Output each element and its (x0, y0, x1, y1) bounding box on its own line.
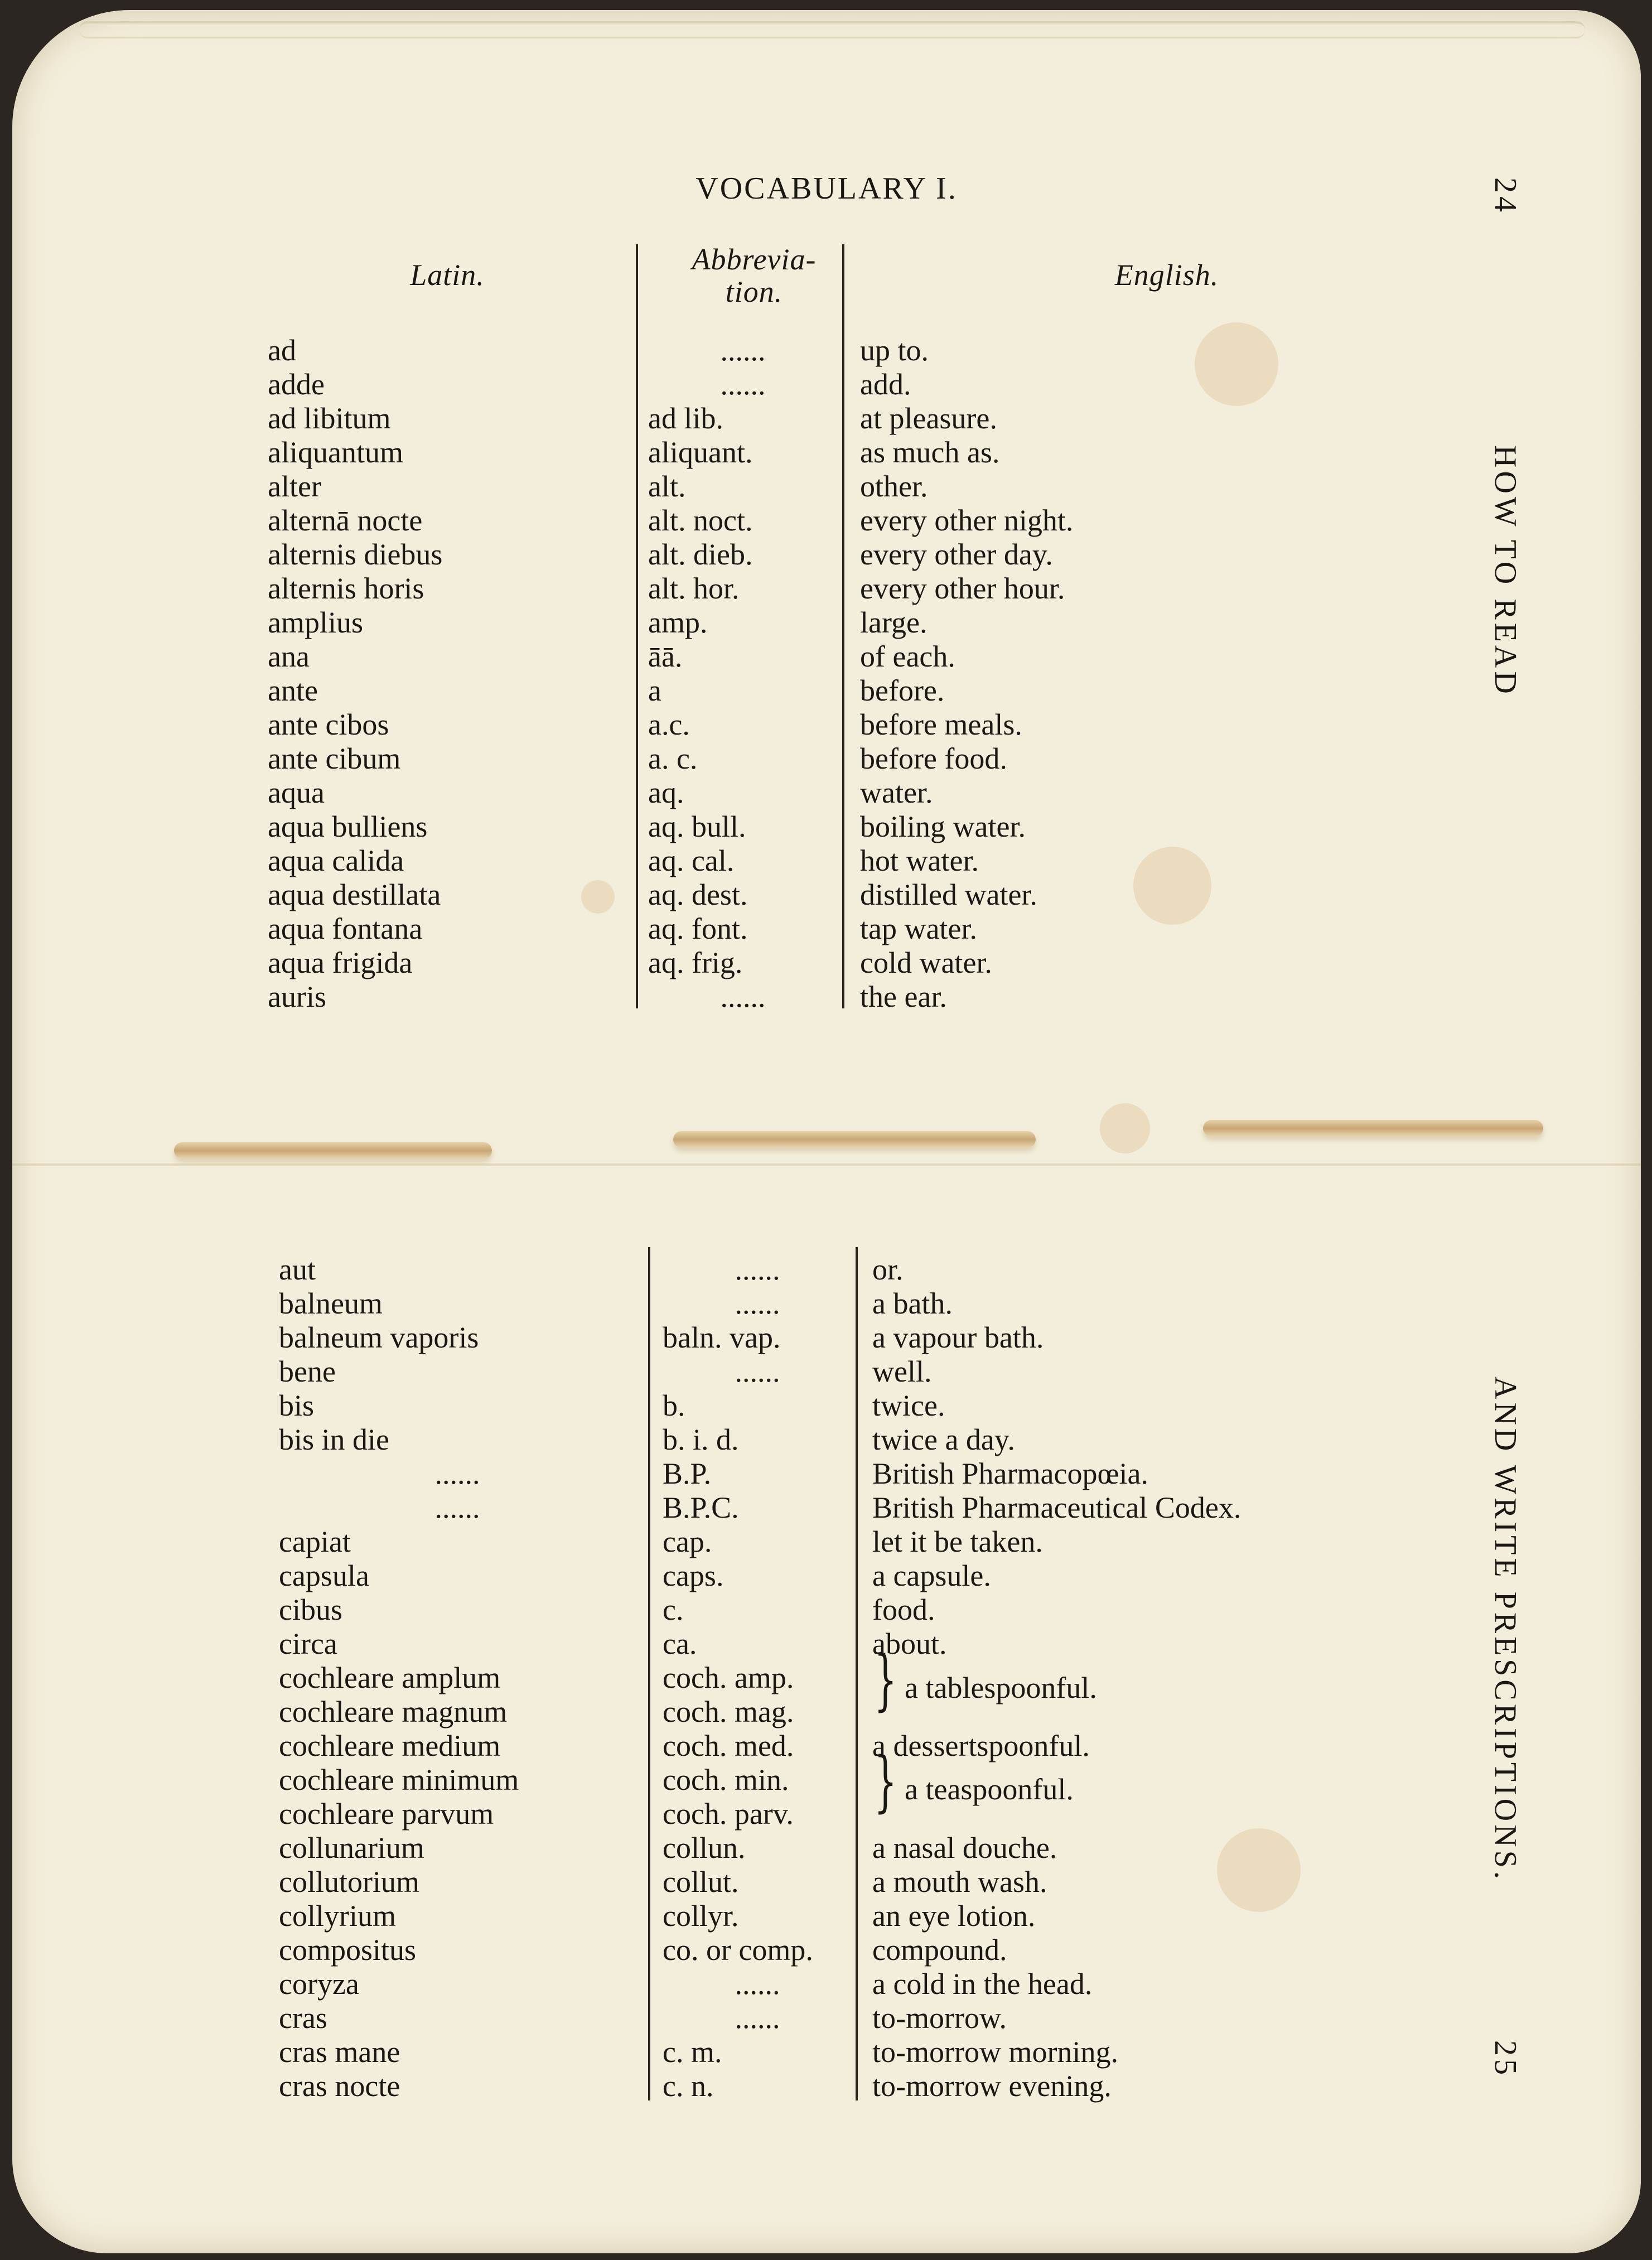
latin-term: aliquantum (268, 436, 403, 469)
latin-term: cochleare minimum (279, 1763, 519, 1797)
abbreviation: c. (663, 1593, 684, 1626)
latin-term: amplius (268, 606, 363, 639)
abbreviation: aq. cal. (648, 844, 735, 877)
english-meaning: other. (860, 470, 928, 503)
english-meaning: British Pharmaceutical Codex. (872, 1491, 1242, 1524)
latin-term: bene (279, 1355, 336, 1388)
binding-stitch-right (1203, 1120, 1543, 1137)
binding-stitch-center (673, 1131, 1036, 1148)
latin-term: aqua destillata (268, 878, 441, 911)
abbreviation: āā. (648, 640, 683, 673)
english-meaning: before food. (860, 742, 1007, 775)
column-header-abbreviation-2: tion. (725, 275, 783, 308)
latin-term: ante (268, 674, 318, 707)
abbreviation: ...... (720, 368, 766, 401)
column-rule (856, 1247, 858, 2100)
abbreviation: coch. parv. (663, 1797, 794, 1831)
page-number-bottom: 25 (1488, 2040, 1523, 2078)
running-title: VOCABULARY I. (695, 171, 958, 206)
abbreviation: coch. mag. (663, 1695, 794, 1728)
abbreviation: a. c. (648, 742, 698, 775)
abbreviation: ...... (735, 1287, 780, 1320)
abbreviation: ...... (720, 334, 766, 367)
latin-term: ante cibos (268, 708, 389, 741)
english-meaning: well. (872, 1355, 932, 1388)
abbreviation: aq. bull. (648, 810, 746, 843)
side-text-bottom: AND WRITE PRESCRIPTIONS. (1488, 1377, 1523, 1882)
column-header-latin: Latin. (410, 258, 485, 292)
abbreviation: ad lib. (648, 402, 723, 435)
abbreviation: aq. (648, 776, 684, 809)
braced-entry-teaspoon: a teaspoonful. (905, 1773, 1074, 1806)
latin-term: bis in die (279, 1423, 389, 1456)
english-meaning: add. (860, 368, 911, 401)
latin-term: capsula (279, 1559, 369, 1592)
abbreviation: collun. (663, 1831, 746, 1865)
english-meaning: to-morrow evening. (872, 2069, 1112, 2103)
english-meaning: every other hour. (860, 572, 1065, 605)
abbreviation: c. n. (663, 2069, 714, 2103)
latin-term: balneum (279, 1287, 383, 1320)
abbreviation: baln. vap. (663, 1321, 781, 1354)
binding-stitch-left (174, 1142, 492, 1159)
latin-term: adde (268, 368, 325, 401)
english-meaning: of each. (860, 640, 955, 673)
abbreviation: b. (663, 1389, 685, 1422)
latin-term: aqua frigida (268, 946, 413, 979)
column-rule (648, 1247, 650, 2100)
column-rule (842, 244, 844, 1008)
abbreviation: collut. (663, 1865, 739, 1899)
english-meaning: a dessertspoonful. (872, 1729, 1090, 1762)
english-meaning: a mouth wash. (872, 1865, 1047, 1899)
abbreviation: ...... (735, 1355, 780, 1388)
latin-term: aqua calida (268, 844, 404, 877)
latin-term: bis (279, 1389, 315, 1422)
english-meaning: before. (860, 674, 945, 707)
abbreviation: cap. (663, 1525, 712, 1558)
side-text-top: HOW TO READ (1488, 445, 1523, 697)
column-header-abbreviation-1: Abbrevia- (692, 243, 817, 276)
english-meaning: twice a day. (872, 1423, 1015, 1456)
latin-term: aqua bulliens (268, 810, 428, 843)
abbreviation: b. i. d. (663, 1423, 739, 1456)
english-meaning: let it be taken. (872, 1525, 1043, 1558)
english-meaning: at pleasure. (860, 402, 997, 435)
english-meaning: food. (872, 1593, 935, 1626)
book-page (12, 10, 1641, 2253)
page-number-top: 24 (1488, 177, 1523, 215)
abbreviation: collyr. (663, 1899, 739, 1933)
abbreviation: ...... (735, 1967, 780, 2001)
english-meaning: cold water. (860, 946, 992, 979)
brace-tablespoon: } (874, 1641, 897, 1718)
abbreviation: aq. dest. (648, 878, 748, 911)
abbreviation: B.P. (663, 1457, 712, 1490)
abbreviation: alt. hor. (648, 572, 740, 605)
latin-term: balneum vaporis (279, 1321, 479, 1354)
latin-term: ana (268, 640, 310, 673)
fold-line (12, 1163, 1641, 1166)
english-meaning: the ear. (860, 980, 947, 1013)
english-meaning: a vapour bath. (872, 1321, 1044, 1354)
english-meaning: an eye lotion. (872, 1899, 1036, 1933)
column-rule (636, 244, 638, 1008)
latin-term: cochleare medium (279, 1729, 501, 1762)
english-meaning: water. (860, 776, 933, 809)
abbreviation: B.P.C. (663, 1491, 739, 1524)
abbreviation: aliquant. (648, 436, 753, 469)
abbreviation: a.c. (648, 708, 690, 741)
latin-term: compositus (279, 1933, 417, 1967)
abbreviation: aq. font. (648, 912, 748, 945)
english-meaning: hot water. (860, 844, 979, 877)
english-meaning: as much as. (860, 436, 1000, 469)
english-meaning: distilled water. (860, 878, 1037, 911)
abbreviation: a (648, 674, 661, 707)
latin-term: capiat (279, 1525, 351, 1558)
stain (1100, 1103, 1150, 1153)
latin-term: alter (268, 470, 321, 503)
english-meaning: boiling water. (860, 810, 1026, 843)
latin-term: auris (268, 980, 326, 1013)
english-meaning: a cold in the head. (872, 1967, 1093, 2001)
latin-term: alternis horis (268, 572, 424, 605)
abbreviation: ...... (735, 2001, 780, 2035)
latin-term: cras (279, 2001, 327, 2035)
abbreviation: alt. dieb. (648, 538, 753, 571)
latin-term: ante cibum (268, 742, 401, 775)
english-meaning: twice. (872, 1389, 945, 1422)
english-meaning: a bath. (872, 1287, 953, 1320)
english-meaning: or. (872, 1253, 904, 1286)
abbreviation: amp. (648, 606, 708, 639)
english-meaning: a capsule. (872, 1559, 991, 1592)
latin-term: cochleare parvum (279, 1797, 494, 1831)
abbreviation: caps. (663, 1559, 724, 1592)
latin-term: cras nocte (279, 2069, 400, 2103)
brace-teaspoon: } (874, 1742, 897, 1819)
latin-term: ad libitum (268, 402, 391, 435)
english-meaning: to-morrow morning. (872, 2035, 1118, 2069)
page-top-edge (79, 21, 1585, 38)
abbreviation: ca. (663, 1627, 697, 1660)
latin-term: collunarium (279, 1831, 424, 1865)
latin-term: collyrium (279, 1899, 396, 1933)
braced-entry-tablespoon: a tablespoonful. (905, 1671, 1097, 1704)
abbreviation: alt. noct. (648, 504, 753, 537)
english-meaning: tap water. (860, 912, 977, 945)
abbreviation: coch. med. (663, 1729, 794, 1762)
latin-term: circa (279, 1627, 337, 1660)
english-meaning: to-morrow. (872, 2001, 1007, 2035)
column-header-english: English. (1114, 258, 1219, 292)
latin-term: cochleare magnum (279, 1695, 508, 1728)
latin-term: aqua fontana (268, 912, 423, 945)
latin-term: aut (279, 1253, 316, 1286)
latin-term: ...... (434, 1457, 480, 1490)
english-meaning: compound. (872, 1933, 1007, 1967)
latin-term: ad (268, 334, 296, 367)
abbreviation: co. or comp. (663, 1933, 813, 1967)
vocabulary-bottom (12, 1253, 1462, 2123)
english-meaning: every other day. (860, 538, 1053, 571)
english-meaning: every other night. (860, 504, 1074, 537)
abbreviation: c. m. (663, 2035, 722, 2069)
abbreviation: ...... (720, 980, 766, 1013)
english-meaning: up to. (860, 334, 929, 367)
english-meaning: before meals. (860, 708, 1022, 741)
english-meaning: British Pharmacopœia. (872, 1457, 1148, 1490)
english-meaning: large. (860, 606, 928, 639)
latin-term: aqua (268, 776, 325, 809)
abbreviation: coch. amp. (663, 1661, 794, 1694)
latin-term: alternis diebus (268, 538, 443, 571)
latin-term: cibus (279, 1593, 342, 1626)
abbreviation: coch. min. (663, 1763, 789, 1797)
vocabulary-top (12, 334, 1462, 1025)
latin-term: coryza (279, 1967, 359, 2001)
abbreviation: ...... (735, 1253, 780, 1286)
latin-term: ...... (434, 1491, 480, 1524)
latin-term: collutorium (279, 1865, 419, 1899)
english-meaning: about. (872, 1627, 947, 1660)
latin-term: cochleare amplum (279, 1661, 501, 1694)
latin-term: alternā nocte (268, 504, 423, 537)
abbreviation: alt. (648, 470, 686, 503)
abbreviation: aq. frig. (648, 946, 743, 979)
latin-term: cras mane (279, 2035, 400, 2069)
english-meaning: a nasal douche. (872, 1831, 1057, 1865)
